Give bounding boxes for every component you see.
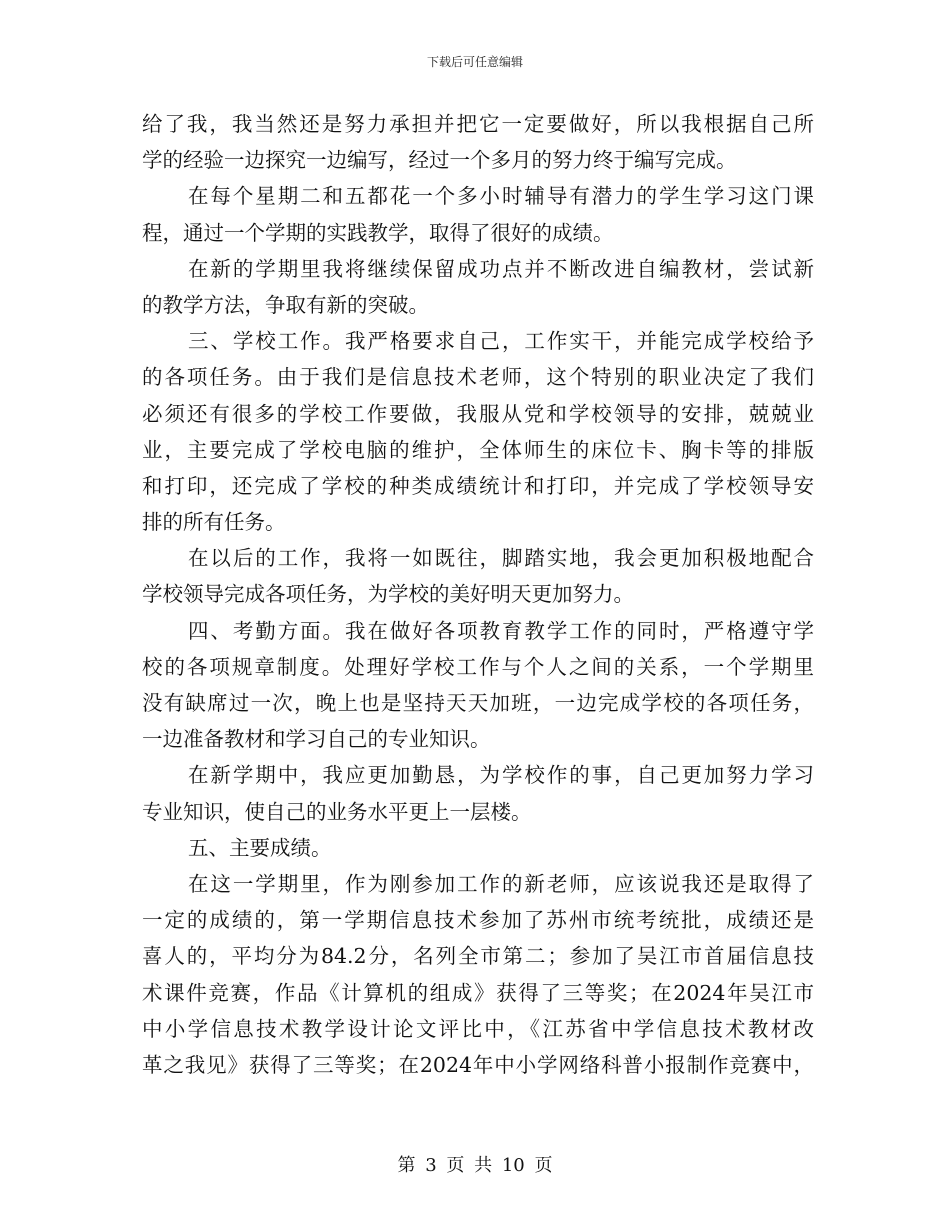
text-line: 一定的成绩的，第一学期信息技术参加了苏州市统考统批，成绩还是 — [142, 908, 814, 933]
section-heading: 五、主要成绩。 — [188, 835, 332, 860]
text-line: 三、学校工作。我严格要求自己，工作实干，并能完成学校给予 — [188, 329, 814, 354]
text-line: 程，通过一个学期的实践教学，取得了很好的成绩。 — [142, 220, 614, 245]
text-line: 革之我见》获得了三等奖；在2024年中小学网络科普小报制作竞赛中， — [142, 1052, 814, 1077]
text-line: 术课件竞赛，作品《计算机的组成》获得了三等奖；在2024年吴江市 — [142, 980, 814, 1005]
text-line: 没有缺席过一次，晚上也是坚持天天加班，一边完成学校的各项任务， — [142, 691, 814, 715]
text-line: 喜人的，平均分为84.2分，名列全市第二；参加了吴江市首届信息技 — [142, 944, 814, 969]
text-line: 和打印，还完成了学校的种类成绩统计和打印，并完成了学校领导安 — [142, 473, 814, 498]
page-header: 下载后可任意编辑 — [426, 55, 523, 69]
text-line: 给了我，我当然还是努力承担并把它一定要做好，所以我根据自己所 — [142, 112, 814, 136]
text-line: 四、考勤方面。我在做好各项教育教学工作的同时，严格遵守学 — [188, 618, 814, 643]
text-line: 一边准备教材和学习自己的专业知识。 — [142, 727, 491, 752]
text-line: 在新学期中，我应更加勤恳，为学校作的事，自己更加努力学习 — [188, 763, 814, 788]
text-line: 的各项任务。由于我们是信息技术老师，这个特别的职业决定了我们 — [142, 365, 814, 390]
text-line: 排的所有任务。 — [142, 510, 286, 535]
document-body — [142, 106, 814, 1083]
text-line: 的教学方法，争取有新的突破。 — [142, 292, 429, 317]
text-line: 在以后的工作，我将一如既往，脚踏实地，我会更加积极地配合 — [188, 546, 814, 571]
text-line: 中小学信息技术教学设计论文评比中，《江苏省中学信息技术教材改 — [142, 1016, 814, 1041]
text-line: 学校领导完成各项任务，为学校的美好明天更加努力。 — [142, 582, 634, 607]
text-line: 在这一学期里，作为刚参加工作的新老师，应该说我还是取得了 — [188, 871, 814, 896]
text-line: 在每个星期二和五都花一个多小时辅导有潜力的学生学习这门课 — [188, 184, 814, 209]
text-line: 业，主要完成了学校电脑的维护，全体师生的床位卡、胸卡等的排版 — [142, 437, 814, 462]
page-number-footer: 第 3 页 共 10 页 — [397, 1155, 553, 1176]
text-line: 必须还有很多的学校工作要做，我服从党和学校领导的安排，兢兢业 — [142, 401, 814, 426]
text-line: 校的各项规章制度。处理好学校工作与个人之间的关系，一个学期里 — [142, 654, 814, 679]
text-line: 专业知识，使自己的业务水平更上一层楼。 — [142, 799, 532, 824]
text-line: 学的经验一边探究一边编写，经过一个多月的努力终于编写完成。 — [142, 148, 737, 173]
text-line: 在新的学期里我将继续保留成功点并不断改进自编教材，尝试新 — [188, 256, 814, 281]
